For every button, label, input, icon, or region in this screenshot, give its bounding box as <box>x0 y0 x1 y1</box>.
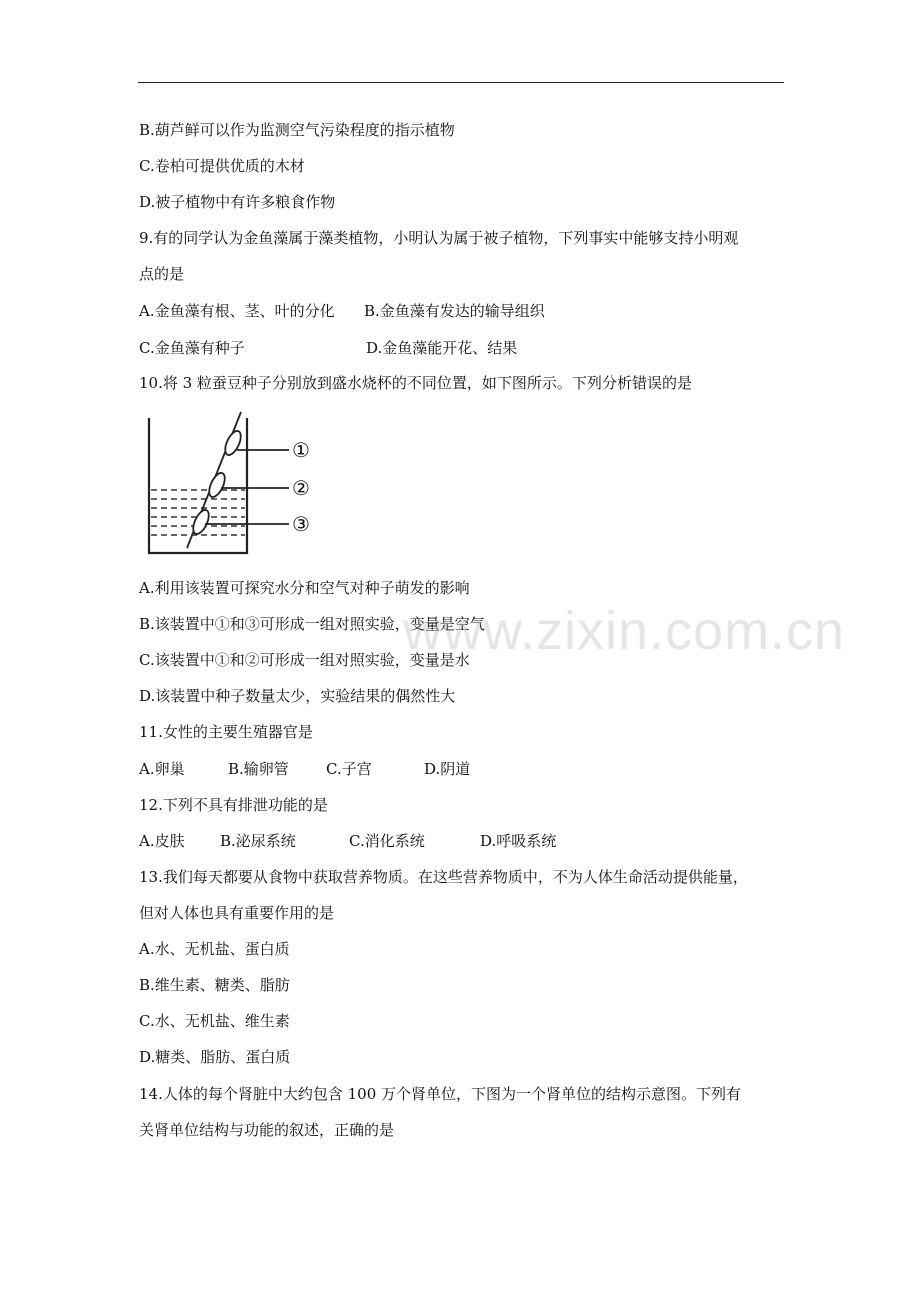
q10-option-d: D.该装置中种子数量太少，实验结果的偶然性大 <box>139 687 456 705</box>
q12-option-d: D.呼吸系统 <box>480 832 557 850</box>
question-9-stem-cont: 点的是 <box>139 265 185 283</box>
question-9-stem: 9.有的同学认为金鱼藻属于藻类植物，小明认为属于被子植物，下列事实中能够支持小明观 <box>139 229 739 247</box>
q13-option-c: C.水、无机盐、维生素 <box>139 1012 290 1030</box>
option-b-line: B.葫芦鲜可以作为监测空气污染程度的指示植物 <box>139 121 455 139</box>
label-2: ② <box>292 476 310 500</box>
question-10-stem: 10.将 3 粒蚕豆种子分别放到盛水烧杯的不同位置，如下图所示。下列分析错误的是 <box>139 374 692 392</box>
q11-option-b: B.输卵管 <box>228 760 289 778</box>
q10-option-c: C.该装置中①和②可形成一组对照实验，变量是水 <box>139 651 470 669</box>
question-13-stem-cont: 但对人体也具有重要作用的是 <box>139 904 335 922</box>
question-13-stem: 13.我们每天都要从食物中获取营养物质。在这些营养物质中，不为人体生命活动提供能量， <box>139 868 748 886</box>
label-3: ③ <box>292 512 310 536</box>
question-11-stem: 11.女性的主要生殖器官是 <box>139 723 313 741</box>
option-d-line: D.被子植物中有许多粮食作物 <box>139 193 336 211</box>
seed-3 <box>190 508 212 537</box>
watermark: www.zixin.com.cn <box>403 601 846 661</box>
q10-option-a: A.利用该装置可探究水分和空气对种子萌发的影响 <box>139 579 470 597</box>
question-14-stem-cont: 关肾单位结构与功能的叙述，正确的是 <box>139 1121 395 1139</box>
q12-option-b: B.泌尿系统 <box>220 832 296 850</box>
q13-option-b: B.维生素、糖类、脂肪 <box>139 976 290 994</box>
q9-option-c: C.金鱼藻有种子 <box>139 339 245 357</box>
question-12-stem: 12.下列不具有排泄功能的是 <box>139 796 328 814</box>
q12-option-a: A.皮肤 <box>139 832 185 850</box>
q11-option-a: A.卵巢 <box>139 760 185 778</box>
q9-option-b: B.金鱼藻有发达的输导组织 <box>364 302 545 320</box>
q13-option-a: A.水、无机盐、蛋白质 <box>139 940 290 958</box>
beaker-seed-figure <box>143 410 323 560</box>
q11-option-d: D.阴道 <box>424 760 471 778</box>
q9-option-d: D.金鱼藻能开花、结果 <box>366 339 518 357</box>
q9-option-a: A.金鱼藻有根、茎、叶的分化 <box>139 302 335 320</box>
seed-2 <box>206 471 228 500</box>
header-rule <box>138 82 784 83</box>
q10-option-b: B.该装置中①和③可形成一组对照实验，变量是空气 <box>139 615 485 633</box>
seed-1 <box>222 429 244 458</box>
question-14-stem: 14.人体的每个肾脏中大约包含 100 万个肾单位，下图为一个肾单位的结构示意图。下列有 <box>139 1085 742 1103</box>
label-1: ① <box>292 438 310 462</box>
beaker-diagram <box>143 410 323 560</box>
option-c-line: C.卷柏可提供优质的木材 <box>139 157 305 175</box>
q13-option-d: D.糖类、脂肪、蛋白质 <box>139 1048 291 1066</box>
q12-option-c: C.消化系统 <box>349 832 425 850</box>
q11-option-c: C.子宫 <box>326 760 372 778</box>
